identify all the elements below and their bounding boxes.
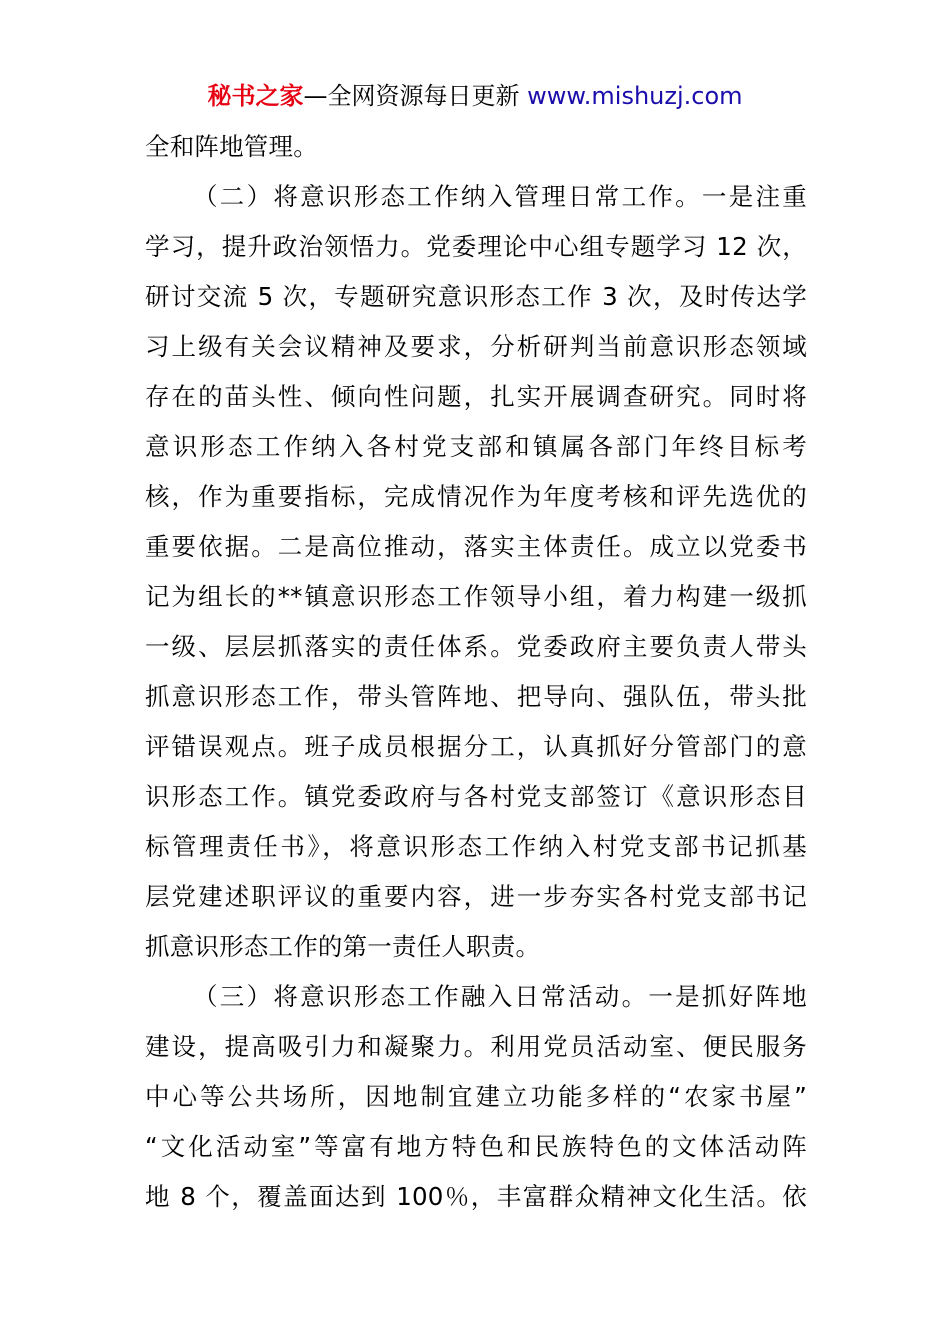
text-line: 存在的苗头性、倾向性问题，扎实开展调查研究。同时将 <box>145 382 807 411</box>
text-line: 识形态工作。镇党委政府与各村党支部签订《意识形态目 <box>145 782 807 811</box>
text-line: 抓意识形态工作，带头管阵地、把导向、强队伍，带头批 <box>145 682 807 711</box>
text-line: 记为组长的**镇意识形态工作领导小组，着力构建一级抓 <box>145 582 807 611</box>
text-line: 建设，提高吸引力和凝聚力。利用党员活动室、便民服务 <box>145 1032 807 1061</box>
site-brand: 秘书之家 <box>207 82 304 110</box>
text-line: 全和阵地管理。 <box>145 132 318 161</box>
site-tagline: —全网资源每日更新 <box>303 82 528 110</box>
site-header <box>0 80 950 112</box>
text-line: 习上级有关会议精神及要求，分析研判当前意识形态领域 <box>145 332 807 361</box>
site-url: www.mishuzj.com <box>527 82 743 110</box>
text-line: 学习，提升政治领悟力。党委理论中心组专题学习 12 次， <box>145 232 807 261</box>
text-line: 地 8 个，覆盖面达到 100％，丰富群众精神文化生活。依 <box>145 1182 807 1211</box>
text-line: 中心等公共场所，因地制宜建立功能多样的“农家书屋” <box>145 1082 807 1111</box>
text-line: 层党建述职评议的重要内容，进一步夯实各村党支部书记 <box>145 882 807 911</box>
text-line: 研讨交流 5 次，专题研究意识形态工作 3 次，及时传达学 <box>145 282 807 311</box>
text-line: “文化活动室”等富有地方特色和民族特色的文体活动阵 <box>145 1132 807 1161</box>
text-line: 评错误观点。班子成员根据分工，认真抓好分管部门的意 <box>145 732 807 761</box>
paragraph-start-line: （三）将意识形态工作融入日常活动。一是抓好阵地 <box>193 982 807 1011</box>
paragraph-start-line: （二）将意识形态工作纳入管理日常工作。一是注重 <box>193 182 807 211</box>
text-line: 一级、层层抓落实的责任体系。党委政府主要负责人带头 <box>145 632 807 661</box>
text-line: 核，作为重要指标，完成情况作为年度考核和评先选优的 <box>145 482 807 511</box>
text-line: 抓意识形态工作的第一责任人职责。 <box>145 932 541 961</box>
text-line: 重要依据。二是高位推动，落实主体责任。成立以党委书 <box>145 532 807 561</box>
text-line: 意识形态工作纳入各村党支部和镇属各部门年终目标考 <box>145 432 807 461</box>
text-line: 标管理责任书》，将意识形态工作纳入村党支部书记抓基 <box>145 832 807 861</box>
